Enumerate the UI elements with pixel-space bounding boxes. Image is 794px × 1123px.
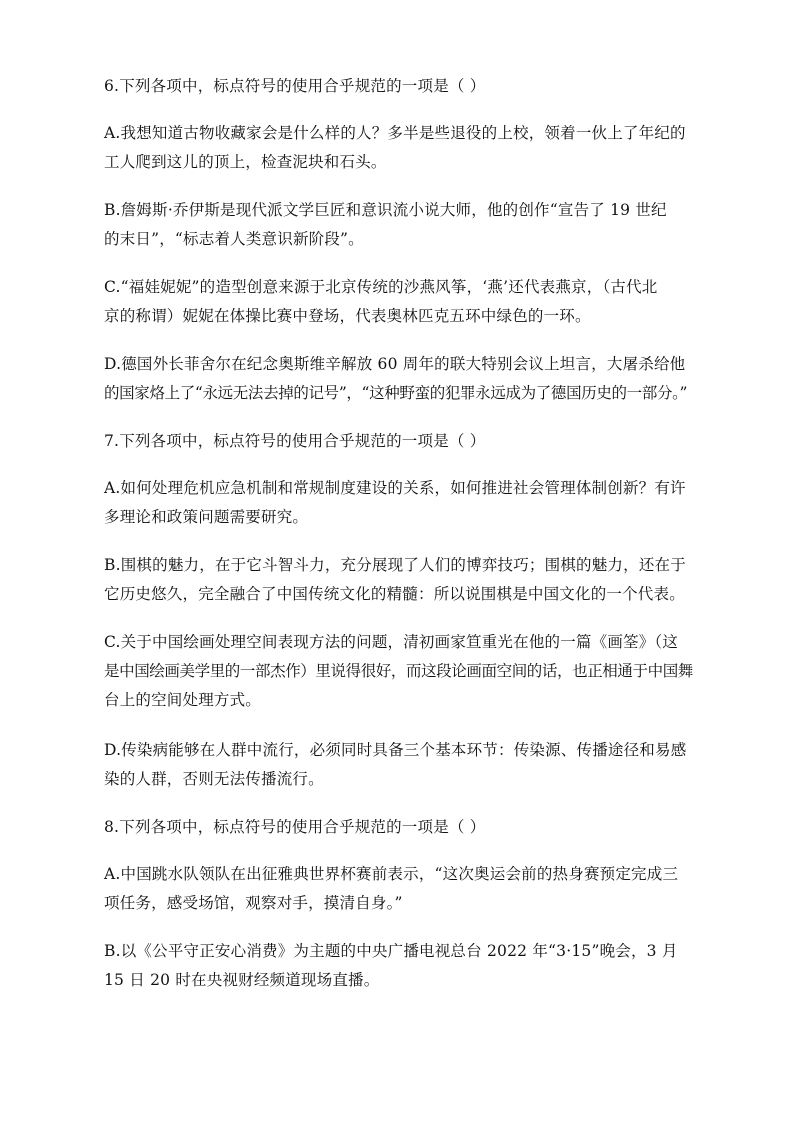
question-8-option-a: A.中国跳水队领队在出征雅典世界杯赛前表示，“这次奥运会前的热身赛预定完成三 项任务，感受场馆，观察对手，摸清自身。” (104, 865, 679, 912)
question-6-option-c: C.“福娃妮妮”的造型创意来源于北京传统的沙燕风筝，‘燕’还代表燕京，（古代北 京的称谓）妮妮在体操比赛中登场，代表奥林匹克五环中绿色的一环。 (104, 278, 658, 325)
question-8-stem: 8.下列各项中，标点符号的使用合乎规范的一项是（ ） (104, 818, 486, 836)
question-7-option-a: A.如何处理危机应急机制和常规制度建设的关系，如何推进社会管理体制创新？有许 多理论和政策问题需要研究。 (104, 479, 686, 526)
question-8-option-b: B.以《公平守正安心消费》为主题的中央广播电视总台 2022 年“3·15”晚会，3 月 15 日 20 时在央视财经频道现场直播。 (104, 942, 678, 989)
question-6-option-b: B.詹姆斯·乔伊斯是现代派文学巨匠和意识流小说大师，他的创作“宣告了 19 世纪 的末日”，“标志着人类意识新阶段”。 (104, 201, 667, 248)
question-7-option-c: C.关于中国绘画处理空间表现方法的问题，清初画家笪重光在他的一篇《画筌》（这 是中国绘画美学里的一部杰作）里说得很好，而这段论画面空间的话，也正相通于中国舞 台上的空间处理方式。 (104, 633, 693, 709)
question-7-option-b: B.围棋的魅力，在于它斗智斗力，充分展现了人们的博弈技巧；围棋的魅力，还在于 它历史悠久，完全融合了中国传统文化的精髓：所以说围棋是中国文化的一个代表。 (104, 556, 686, 603)
question-6-stem: 6.下列各项中，标点符号的使用合乎规范的一项是（ ） (104, 77, 486, 95)
question-7-stem: 7.下列各项中，标点符号的使用合乎规范的一项是（ ） (104, 432, 486, 450)
question-7-option-d: D.传染病能够在人群中流行，必须同时具备三个基本环节：传染源、传播途径和易感 染的人群，否则无法传播流行。 (104, 741, 687, 788)
question-6-option-a: A.我想知道古物收藏家会是什么样的人？多半是些退役的上校，领着一伙上了年纪的 工人爬到这儿的顶上，检查泥块和石头。 (104, 124, 686, 171)
question-6-option-d: D.德国外长菲舍尔在纪念奥斯维辛解放 60 周年的联大特别会议上坦言，大屠杀给他 的国家烙上了“永远无法去掉的记号”，“这种野蛮的犯罪永远成为了德国历史的一部分。” (104, 355, 688, 402)
